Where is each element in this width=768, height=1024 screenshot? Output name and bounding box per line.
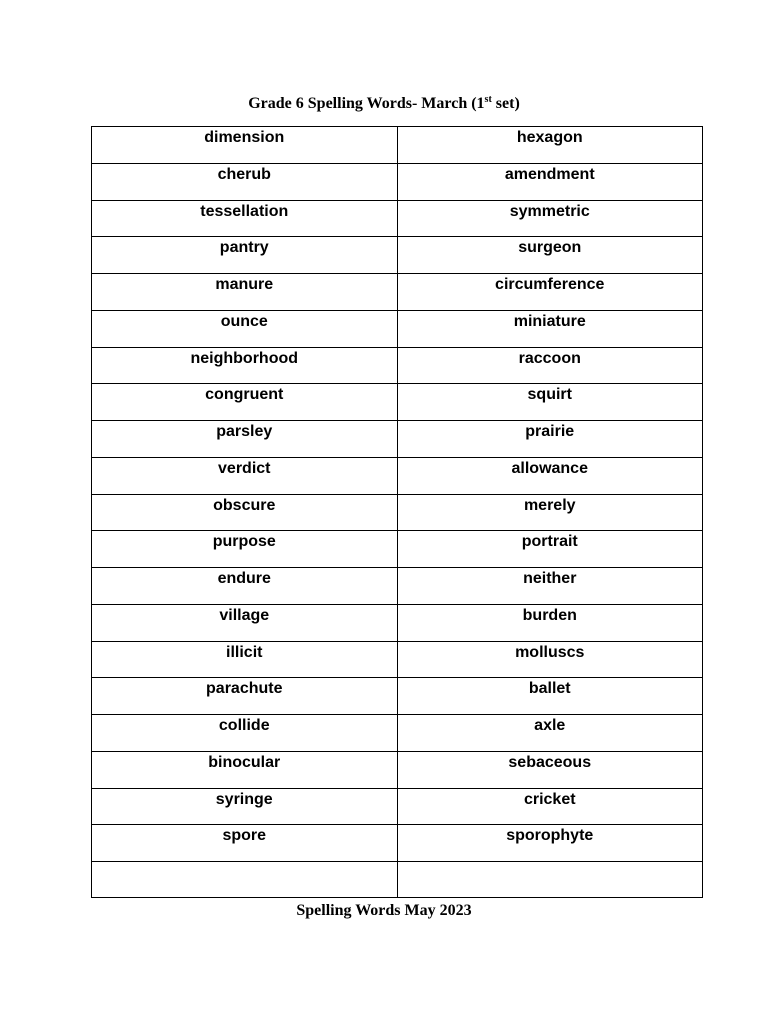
- word-cell-left: parsley: [92, 421, 398, 458]
- title-suffix: set): [491, 95, 520, 112]
- table-row: [92, 825, 703, 862]
- word-cell-left: obscure: [92, 495, 398, 531]
- word-cell-right: cricket: [397, 789, 703, 825]
- word-cell-right: merely: [397, 495, 703, 531]
- title-superscript: st: [484, 94, 492, 105]
- table-row: [92, 862, 703, 898]
- table-row: [92, 605, 703, 642]
- table-row: [92, 715, 703, 752]
- footer-note: Spelling Words May 2023: [296, 902, 472, 919]
- table-row: [92, 789, 703, 825]
- word-cell-left: cherub: [92, 164, 398, 201]
- table-row: [92, 421, 703, 458]
- word-cell-left: verdict: [92, 458, 398, 495]
- word-cell-left: [92, 862, 398, 898]
- word-cell-right: neither: [397, 568, 703, 605]
- word-cell-left: village: [92, 605, 398, 642]
- word-cell-right: sporophyte: [397, 825, 703, 862]
- word-cell-right: raccoon: [397, 348, 703, 384]
- word-cell-left: manure: [92, 274, 398, 311]
- word-cell-right: sebaceous: [397, 752, 703, 789]
- word-cell-left: dimension: [92, 127, 398, 164]
- word-cell-left: congruent: [92, 384, 398, 421]
- word-cell-right: molluscs: [397, 642, 703, 678]
- table-row: [92, 384, 703, 421]
- word-cell-left: tessellation: [92, 201, 398, 237]
- word-cell-right: symmetric: [397, 201, 703, 237]
- word-cell-left: spore: [92, 825, 398, 862]
- word-cell-right: axle: [397, 715, 703, 752]
- table-row: [92, 678, 703, 715]
- table-row: [92, 458, 703, 495]
- spelling-words-table: [91, 126, 703, 898]
- word-cell-right: ballet: [397, 678, 703, 715]
- word-cell-left: endure: [92, 568, 398, 605]
- table-row: [92, 568, 703, 605]
- word-cell-left: parachute: [92, 678, 398, 715]
- word-cell-left: neighborhood: [92, 348, 398, 384]
- table-row: [92, 311, 703, 348]
- title-main: Grade 6 Spelling Words- March (1: [248, 95, 485, 112]
- word-cell-right: surgeon: [397, 237, 703, 274]
- word-cell-left: illicit: [92, 642, 398, 678]
- table-row: [92, 642, 703, 678]
- word-cell-right: burden: [397, 605, 703, 642]
- table-row: [92, 531, 703, 568]
- table-row: [92, 495, 703, 531]
- table-row: [92, 752, 703, 789]
- word-cell-right: prairie: [397, 421, 703, 458]
- word-cell-left: binocular: [92, 752, 398, 789]
- word-cell-left: pantry: [92, 237, 398, 274]
- word-cell-right: squirt: [397, 384, 703, 421]
- word-cell-right: hexagon: [397, 127, 703, 164]
- word-cell-left: ounce: [92, 311, 398, 348]
- word-cell-right: miniature: [397, 311, 703, 348]
- document-title: [0, 94, 768, 114]
- word-cell-left: syringe: [92, 789, 398, 825]
- table-row: [92, 127, 703, 164]
- table-row: [92, 348, 703, 384]
- table-row: [92, 274, 703, 311]
- word-cell-right: portrait: [397, 531, 703, 568]
- word-cell-left: purpose: [92, 531, 398, 568]
- word-cell-right: amendment: [397, 164, 703, 201]
- word-cell-right: [397, 862, 703, 898]
- word-cell-right: circumference: [397, 274, 703, 311]
- table-row: [92, 237, 703, 274]
- word-cell-right: allowance: [397, 458, 703, 495]
- table-row: [92, 164, 703, 201]
- word-cell-left: collide: [92, 715, 398, 752]
- table-row: [92, 201, 703, 237]
